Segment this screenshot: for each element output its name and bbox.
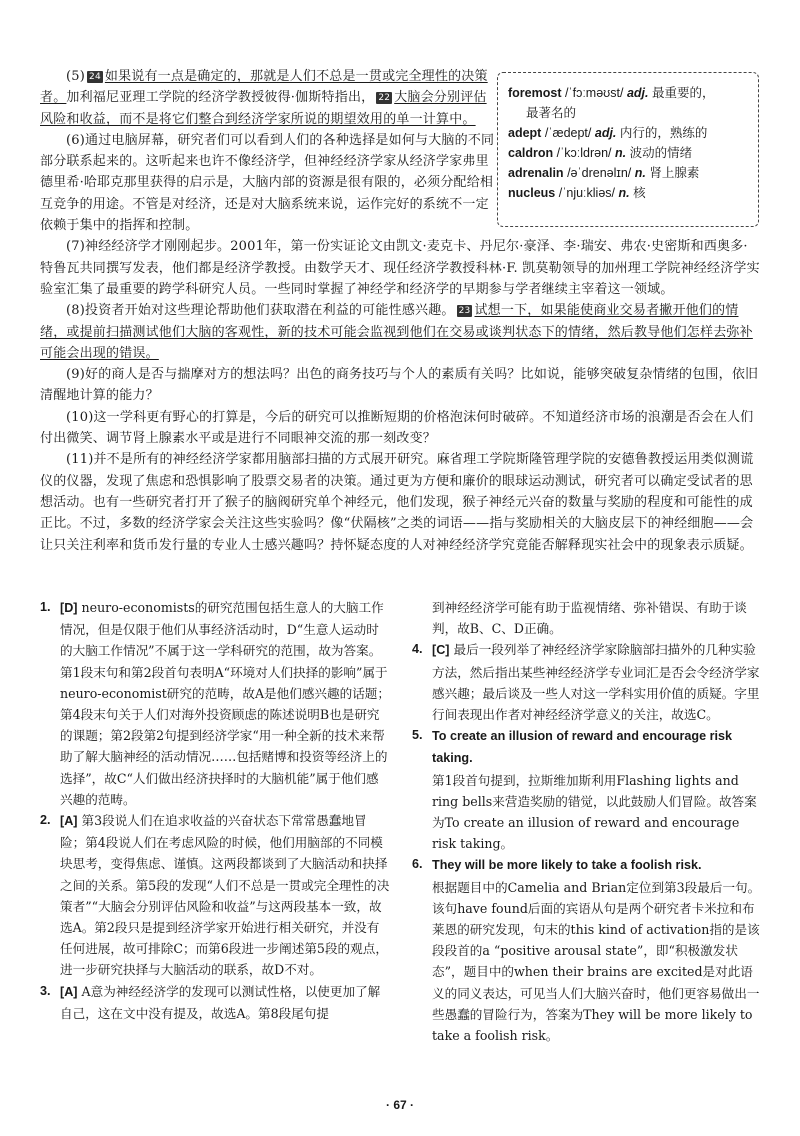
answer-4: 4. [C] 最后一段列举了神经经济学家除脑部扫描外的几种实验方法，然后指出某些神经经济学专业词汇是否会令经济学家感兴趣；最后谈及一些人对这一学科实用价值的质疑。字里行间表现出作者对神经经济学意义的关注，故选C。 <box>412 642 760 723</box>
vocab-entry: adept /ˈædept/ adj. 内行的，熟练的 <box>508 126 708 140</box>
question-tag: 23 <box>458 306 471 317</box>
answer-column-right <box>412 597 762 1046</box>
answer-heading: They will be more likely to take a foolish risk. <box>432 858 702 873</box>
vocab-entry: caldron /ˈkɔːldrən/ n. 波动的情绪 <box>508 146 693 160</box>
paragraph-10: (10)这一学科更有野心的打算是，今后的研究可以推断短期的价格泡沫何时破碎。不知道经济市场的浪潮是否会在人们付出微笑、调节肾上腺素水平或是进行不同眼神交流的那一刻改变？ <box>40 409 754 447</box>
answer-heading: To create an illusion of reward and encourage risk taking. <box>432 729 732 766</box>
passage-narrow-column <box>40 66 496 236</box>
answer-2: 2. [A] 第3段说人们在追求收益的兴奋状态下常常愚蠢地冒险；第4段说人们在考虑风险的时候，他们用脑部的不同模块思考，变得焦虑、谨慎。这两段都谈到了大脑活动和抉择之间的关系。第5段的发现“人们不总是一贯或完全理性的决策者”“大脑会分别评估风险和收益”与这两段基本一致，故选A。第2段只是提到经济学家开始进行相关研究，并没有任何进展，故可排除C；而第6段进一步阐述第5段的观点，进一步研究抉择与大脑活动的联系，故D不对。 <box>40 813 390 978</box>
question-tag: 24 <box>89 72 101 82</box>
question-tag: 22 <box>378 93 391 104</box>
answer-1: 1. [D] neuro-economists的研究范围包括生意人的大脑工作情况，但是仅限于他们从事经济活动时，D“生意人运动时的大脑工作情况”不属于这一学科研究的范围，故为答案。第1段末句和第2段首句表明A“环境对人们抉择的影响”属于neuro-economist研究的范畴，故A是他们感兴趣的话题；第4段末句关于人们对海外投资顾虑的陈述说明B也是研究的课题；第2段第2句提到经济学家“用一种全新的技术来帮助了解大脑神经的活动情况……包括赌博和投资等经济上的选择”，故C“人们做出经济抉择时的大脑机能”属于他们感兴趣的范畴。 <box>40 600 390 807</box>
answer-3: 3. [A] A意为神经经济学的发现可以测试性格，以使更加了解自己，这在文中没有提及，故选A。第8段尾句提 <box>40 983 381 1021</box>
underlined-sentence: 如果说有一点是确定的，那就是人们不总是一贯或完全理性的决策者。 <box>40 69 488 106</box>
paragraph-8: (8)投资者开始对这些理论帮助他们获取潜在利益的可能性感兴趣。 23 试想一下，如果能使商业交易者撇开他们的情绪，或提前扫描测试他们大脑的客观性，新的技术可能会监视到他们在交易或谈判状态下的情绪，然后教导他们怎样去弥补可能会出现的错误。 <box>40 303 753 361</box>
answer-column-left <box>40 597 390 1024</box>
vocab-entry-continuation: 最著名的 <box>526 106 577 120</box>
answer-5: 5. To create an illusion of reward and encourage risk taking. 第1段首句提到，拉斯维加斯利用Flashing lights and ring bells来营造奖励的错觉，以此鼓励人们冒险。故答案为To create an illusion of reward and encourage risk taking。 <box>412 728 757 852</box>
paragraph-11: (11)并不是所有的神经经济学家都用脑部扫描的方式展开研究。麻省理工学院斯隆管理学院的安德鲁教授运用类似测谎仪的仪器，发现了焦虑和恐惧影响了股票交易者的决策。通过更为方便和廉价的眼球运动测试，研究者可以确定受试者的思想活动。也有一些研究者打开了猴子的脑阀研究单个神经元，他们发现，猴子神经元兴奋的数量与奖励的程度和可能性的成正比。不过，多数的经济学家会关注这些实验吗？像“伏隔核”之类的词语——指与奖励相关的大脑皮层下的神经细胞——会让只关注利率和货币发行量的专业人士感兴趣吗？持怀疑态度的人对神经经济学究竟能否解释现实社会中的现象表示质疑。 <box>40 452 754 553</box>
paragraph-9: (9)好的商人是否与揣摩对方的想法吗？出色的商务技巧与个人的素质有关吗？比如说，能够突破复杂情绪的包围，依旧清醒地计算的能力？ <box>40 367 759 404</box>
vocab-entry: foremost /ˈfɔːməʊst/ adj. 最重要的， <box>508 86 715 100</box>
paragraph-5: (5) 24 如果说有一点是确定的，那就是人们不总是一贯或完全理性的决策者。加利福尼亚理工学院的经济学教授彼得·伽斯特指出， 22 大脑会分别评估风险和收益，而不是将它们整合到经济学家所说的期望效用的单一计算中。 <box>40 69 488 127</box>
underlined-sentence: 大脑会分别评估风险和收益，而不是将它们整合到经济学家所说的期望效用的单一计算中。 <box>40 90 487 127</box>
paragraph-7: (7)神经经济学才刚刚起步。2001年，第一份实证论文由凯文·麦克卡、丹尼尔·豪泽、李·瑞安、弗农·史密斯和西奥多·特鲁瓦共同撰写发表，他们都是经济学教授。由数学天才、现任经济学教授科林·F. 凯莫勒领导的加州理工学院神经经济学实验室汇集了最重要的跨学科研究人员。一些同时掌握了神经学和经济学的早期参与学者继续主宰着这一领域。 <box>40 239 760 297</box>
answer-6: 6. They will be more likely to take a foolish risk. 根据题目中的Camelia and Brian定位到第3段最后一句。该句have found后面的宾语从句是两个研究者卡米拉和布莱恩的研究发现，句末的this kind of activation指的是该段段首的a “positive arousal state”，即“积极激发状态”，题目中的when their brains are excited是对此语义的同义表达，可见当人们大脑兴奋时，他们更容易做出一些愚蠢的冒险行为，答案为They will be more likely to take a foolish risk。 <box>412 857 761 1044</box>
vocabulary-box <box>497 72 759 227</box>
paragraph-6: (6)通过电脑屏幕，研究者们可以看到人们的各种选择是如何与大脑的不同部分联系起来的。这听起来也许不像经济学，但神经经济学家从经济学家弗里德里希·哈耶克那里获得的启示是，大脑内部的资源是很有限的，必须分配给相互竞争的用途。不管是对经济，还是对大脑系统来说，运作完好的系统不一定依赖于集中的指挥和控制。 <box>40 132 495 234</box>
underlined-sentence: 试想一下，如果能使商业交易者撇开他们的情绪，或提前扫描测试他们大脑的客观性，新的技术可能会监视到他们在交易或谈判状态下的情绪，然后教导他们怎样去弥补可能会出现的错误。 <box>40 303 753 361</box>
vocab-entry: adrenalin /əˈdrenəlɪn/ n. 肾上腺素 <box>508 166 700 180</box>
vocab-entry: nucleus /ˈnjuːkliəs/ n. 核 <box>508 186 646 200</box>
answer-3-continuation: 到神经经济学可能有助于监视情绪、弥补错误、有助于谈判，故B、C、D正确。 <box>432 600 747 637</box>
page-number: · 67 · <box>385 1098 414 1112</box>
